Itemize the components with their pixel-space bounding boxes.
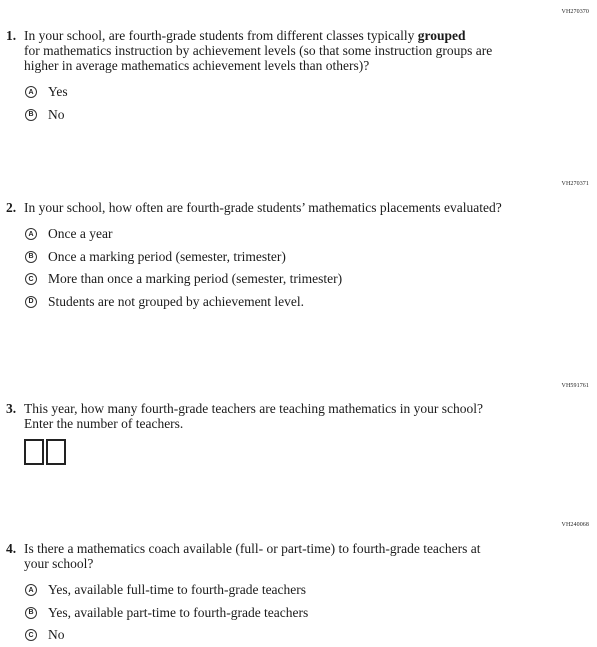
answer-option[interactable] xyxy=(24,81,506,104)
option-bubble-icon[interactable]: A xyxy=(25,228,37,240)
option-label: No xyxy=(48,106,65,122)
digit-entry-box[interactable] xyxy=(24,439,44,465)
option-label: Once a year xyxy=(48,226,113,242)
question-text-part: In your school, are fourth-grade students from different classes typically xyxy=(24,28,418,43)
option-label: More than once a marking period (semester, trimester) xyxy=(48,271,343,287)
option-label: Yes, available part-time to fourth-grade teachers xyxy=(48,604,309,620)
option-bubble-icon[interactable]: B xyxy=(25,251,37,263)
answer-option[interactable] xyxy=(24,223,506,246)
question-text xyxy=(24,28,506,73)
option-label: Once a marking period (semester, trimester) xyxy=(48,248,286,264)
question-number: 1. xyxy=(6,28,17,43)
question-id-code: VH240068 xyxy=(561,522,589,528)
question-number: 4. xyxy=(6,541,17,556)
option-bubble-icon[interactable]: A xyxy=(25,86,37,98)
question-4 xyxy=(6,541,506,647)
answer-option[interactable] xyxy=(24,624,506,647)
option-bubble-icon[interactable]: C xyxy=(25,273,37,285)
option-label: Yes xyxy=(48,84,68,100)
question-number: 3. xyxy=(6,401,17,416)
question-id-code: VH270370 xyxy=(561,9,589,15)
option-bubble-icon[interactable]: C xyxy=(25,629,37,641)
option-bubble-icon[interactable]: D xyxy=(25,296,37,308)
option-bubble-icon[interactable]: A xyxy=(25,584,37,596)
answer-option[interactable] xyxy=(24,602,506,625)
question-text: In your school, how often are fourth-grade students’ mathematics placements evaluated? xyxy=(24,200,502,215)
answer-option[interactable] xyxy=(24,104,506,127)
question-3 xyxy=(6,401,506,465)
option-bubble-icon[interactable]: B xyxy=(25,607,37,619)
digit-entry-box[interactable] xyxy=(46,439,66,465)
option-label: No xyxy=(48,627,65,643)
answer-options xyxy=(24,81,506,126)
question-1 xyxy=(6,28,506,126)
question-text: Is there a mathematics coach available (full- or part-time) to fourth-grade teachers at your school? xyxy=(24,541,481,571)
answer-option[interactable] xyxy=(24,579,506,602)
answer-option[interactable] xyxy=(24,268,506,291)
question-number: 2. xyxy=(6,200,17,215)
answer-options xyxy=(24,579,506,647)
number-entry xyxy=(24,439,506,465)
option-label: Students are not grouped by achievement level. xyxy=(48,293,305,309)
question-text: This year, how many fourth-grade teachers are teaching mathematics in your school? Enter the number of teachers. xyxy=(24,401,484,431)
question-id-code: VH270371 xyxy=(561,181,589,187)
question-2 xyxy=(6,200,506,313)
question-id-code: VH591761 xyxy=(561,383,589,389)
question-text-emphasis: grouped xyxy=(417,28,466,43)
answer-options xyxy=(24,223,506,313)
answer-option[interactable] xyxy=(24,246,506,269)
option-label: Yes, available full-time to fourth-grade teachers xyxy=(48,582,307,598)
option-bubble-icon[interactable]: B xyxy=(25,109,37,121)
answer-option[interactable] xyxy=(24,291,506,314)
question-text-part: for mathematics instruction by achievement levels (so that some instruction groups are higher in average mathematics achievement levels than others)? xyxy=(24,43,493,73)
